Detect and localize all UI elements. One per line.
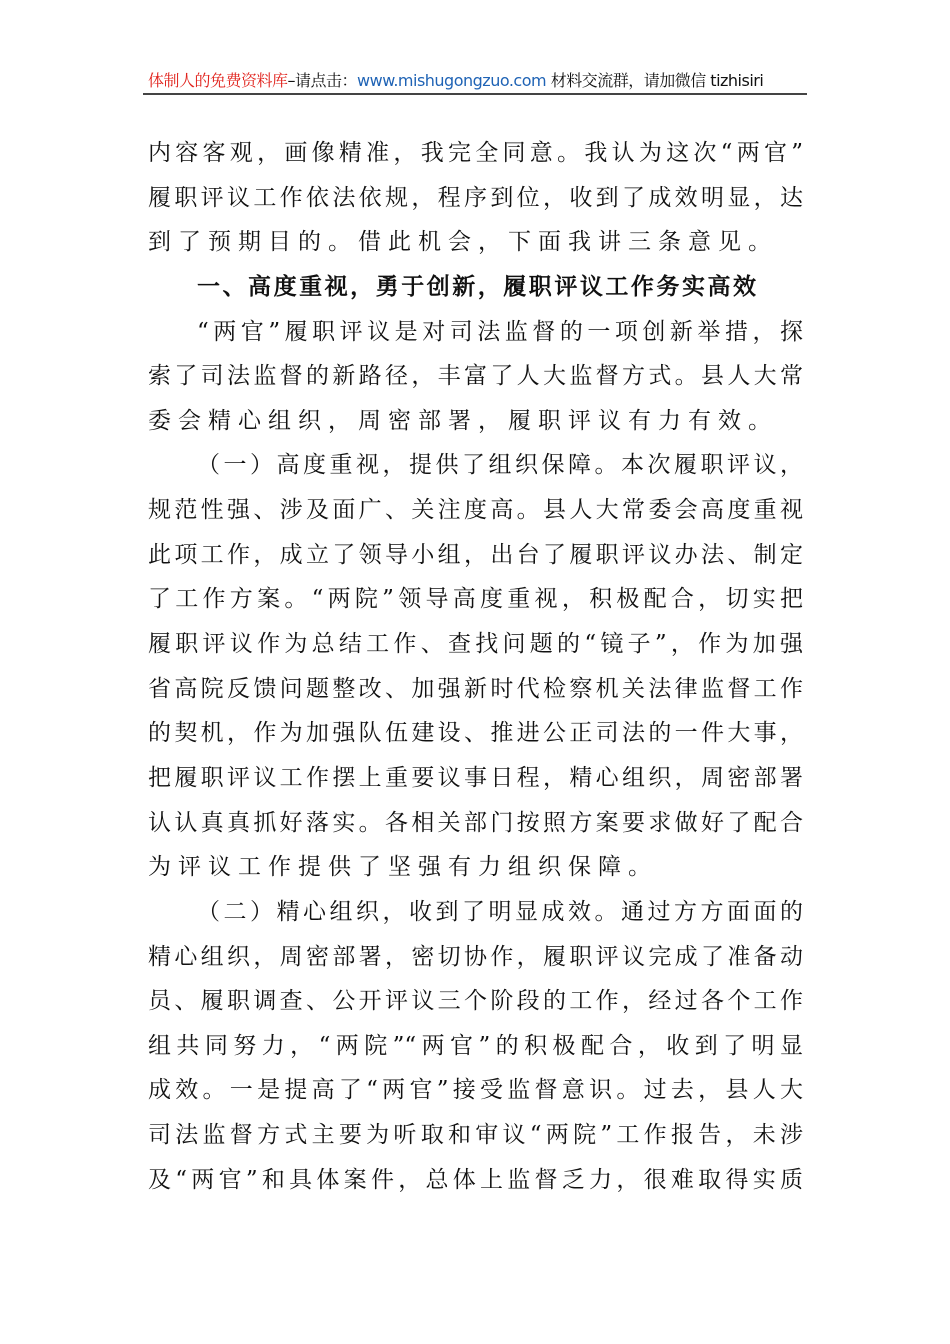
text-line: 到了预期目的。借此机会，下面我讲三条意见。 [148,229,778,256]
header-prompt: –请点击： [287,71,358,90]
text-line: 此项工作，成立了领导小组，出台了履职评议办法、制定 [148,541,803,568]
section-heading: 一、高度重视，勇于创新，履职评议工作务实高效 [197,273,756,300]
text-line: 成效。一是提高了“两官”接受监督意识。过去，县人大 [148,1077,803,1104]
text-line: 履职评议工作依法依规，程序到位，收到了成效明显，达 [148,184,803,211]
text-line: 员、履职调查、公开评议三个阶段的工作，经过各个工作 [148,988,803,1015]
text-line: 司法监督方式主要为听取和审议“两院”工作报告，未涉 [148,1122,803,1149]
subheading-line: （二）精心组织，收到了明显成效。通过方方面面的 [197,898,803,925]
subheading-line: （一）高度重视，提供了组织保障。本次履职评议， [197,452,803,479]
site-link[interactable]: www.mishugongzuo.com [357,71,547,90]
text-line: 省高院反馈问题整改、加强新时代检察机关法律监督工作 [148,675,803,702]
text-line: “两官”履职评议是对司法监督的一项创新举措，探 [197,318,803,345]
text-line: 了工作方案。“两院”领导高度重视，积极配合，切实把 [148,586,803,613]
page-header [148,68,803,91]
text-line: 为评议工作提供了坚强有力组织保障。 [148,854,658,881]
text-line: 规范性强、涉及面广、关注度高。县人大常委会高度重视 [148,497,803,524]
site-name: 体制人的免费资料库 [148,71,288,90]
document-body [148,131,803,1202]
text-line: 索了司法监督的新路径，丰富了人大监督方式。县人大常 [148,363,803,390]
text-line: 履职评议作为总结工作、查找问题的“镜子”，作为加强 [148,631,803,658]
text-line: 把履职评议工作摆上重要议事日程，精心组织，周密部署 [148,764,803,791]
text-line: 的契机，作为加强队伍建设、推进公正司法的一件大事， [148,720,803,747]
text-line: 组共同努力，“两院”“两官”的积极配合，收到了明显 [148,1032,803,1059]
text-line: 内容客观，画像精准，我完全同意。我认为这次“两官” [148,140,803,166]
text-line: 精心组织，周密部署，密切协作，履职评议完成了准备动 [148,943,803,970]
header-note: 材料交流群，请加微信 tizhisiri [550,71,764,90]
text-line: 委会精心组织，周密部署，履职评议有力有效。 [148,407,778,434]
text-line: 认认真真抓好落实。各相关部门按照方案要求做好了配合 [148,809,803,836]
text-line: 及“两官”和具体案件，总体上监督乏力，很难取得实质 [148,1166,803,1193]
header-divider [143,93,807,95]
